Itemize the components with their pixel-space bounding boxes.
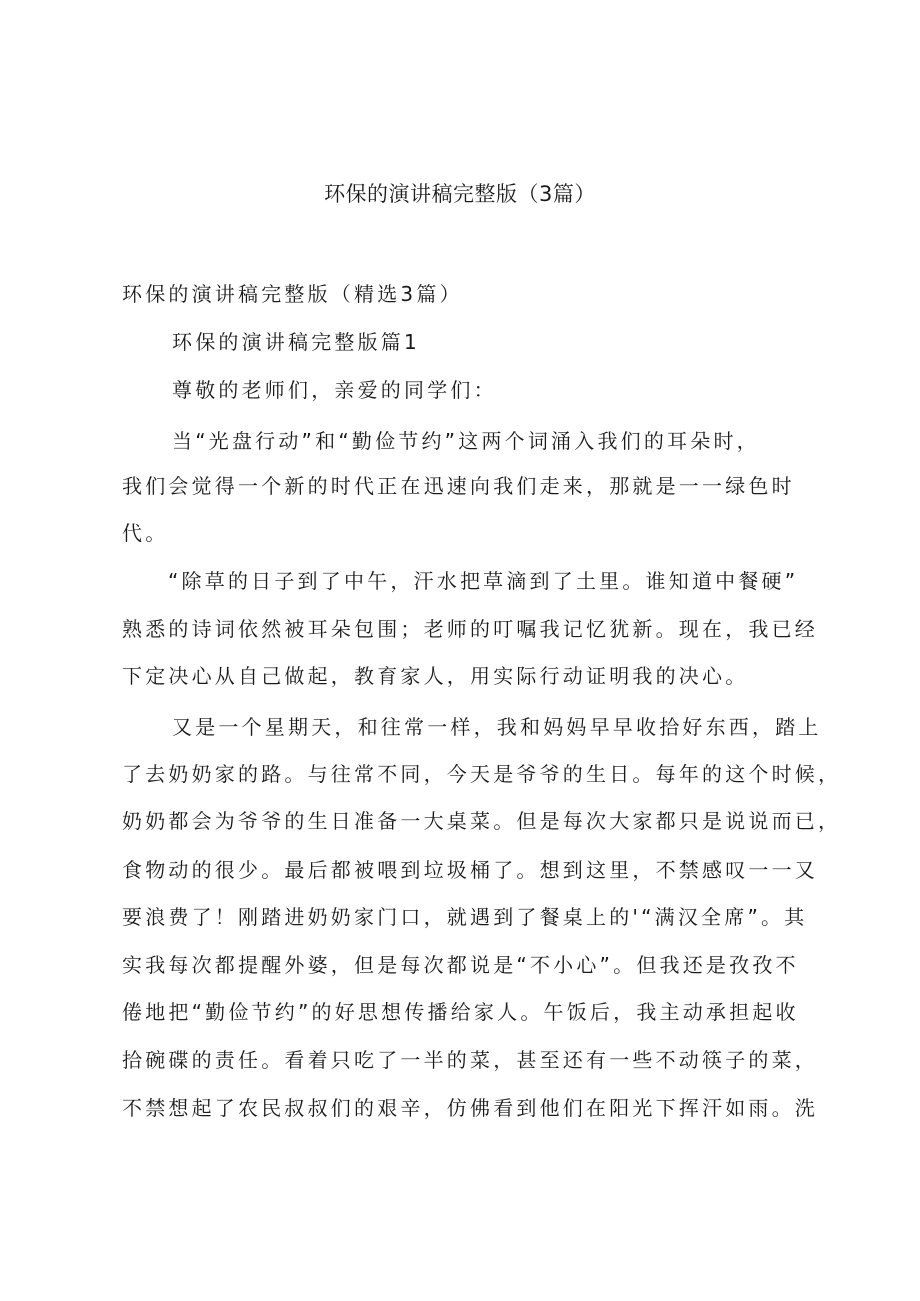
paragraph-3-line-8: 拾碗碟的责任。看着只吃了一半的菜，甚至还有一些不动筷子的菜， <box>122 1048 818 1072</box>
paragraph-1-line-2: 我们会觉得一个新的时代正在迅速向我们走来，那就是一一绿色时 <box>122 474 795 498</box>
paragraph-3-line-2: 了去奶奶家的路。与往常不同，今天是爷爷的生日。每年的这个时候， <box>122 762 842 786</box>
paragraph-2-line-3: 下定决心从自己做起，教育家人，用实际行动证明我的决心。 <box>122 664 749 688</box>
paragraph-3-line-4: 食物动的很少。最后都被喂到垃圾桶了。想到这里，不禁感叹一一又 <box>122 858 818 882</box>
paragraph-1-line-1: 当“光盘行动”和“勤俭节约”这两个词涌入我们的耳朵时， <box>172 429 760 453</box>
greeting: 尊敬的老师们，亲爱的同学们： <box>172 378 497 402</box>
paragraph-3-line-5: 要浪费了！刚踏进奶奶家门口，就遇到了餐桌上的'“满汉全席”。其 <box>122 905 808 929</box>
paragraph-2-line-1: “除草的日子到了中午，汗水把草滴到了土里。谁知道中餐硬” <box>168 569 799 593</box>
paragraph-2-line-2: 熟悉的诗词依然被耳朵包围；老师的叮嘱我记忆犹新。现在，我已经 <box>122 617 818 641</box>
paragraph-3-line-7: 倦地把“勤俭节约”的好思想传播给家人。午饭后，我主动承担起收 <box>122 1000 799 1024</box>
document-subtitle: 环保的演讲稿完整版（精选3篇） <box>122 282 463 306</box>
section-heading: 环保的演讲稿完整版篇1 <box>172 330 420 354</box>
paragraph-1-line-3: 代。 <box>122 521 169 545</box>
paragraph-3-line-3: 奶奶都会为爷爷的生日准备一大桌菜。但是每次大家都只是说说而已， <box>122 809 842 833</box>
paragraph-3-line-9: 不禁想起了农民叔叔们的艰辛，仿佛看到他们在阳光下挥汗如雨。洗 <box>122 1096 818 1120</box>
paragraph-3-line-6: 实我每次都提醒外婆，但是每次都说是“不小心”。但我还是孜孜不 <box>122 953 799 977</box>
document-title: 环保的演讲稿完整版（3篇） <box>324 182 596 206</box>
paragraph-3-line-1: 又是一个星期天，和往常一样，我和妈妈早早收拾好东西，踏上 <box>172 715 822 739</box>
